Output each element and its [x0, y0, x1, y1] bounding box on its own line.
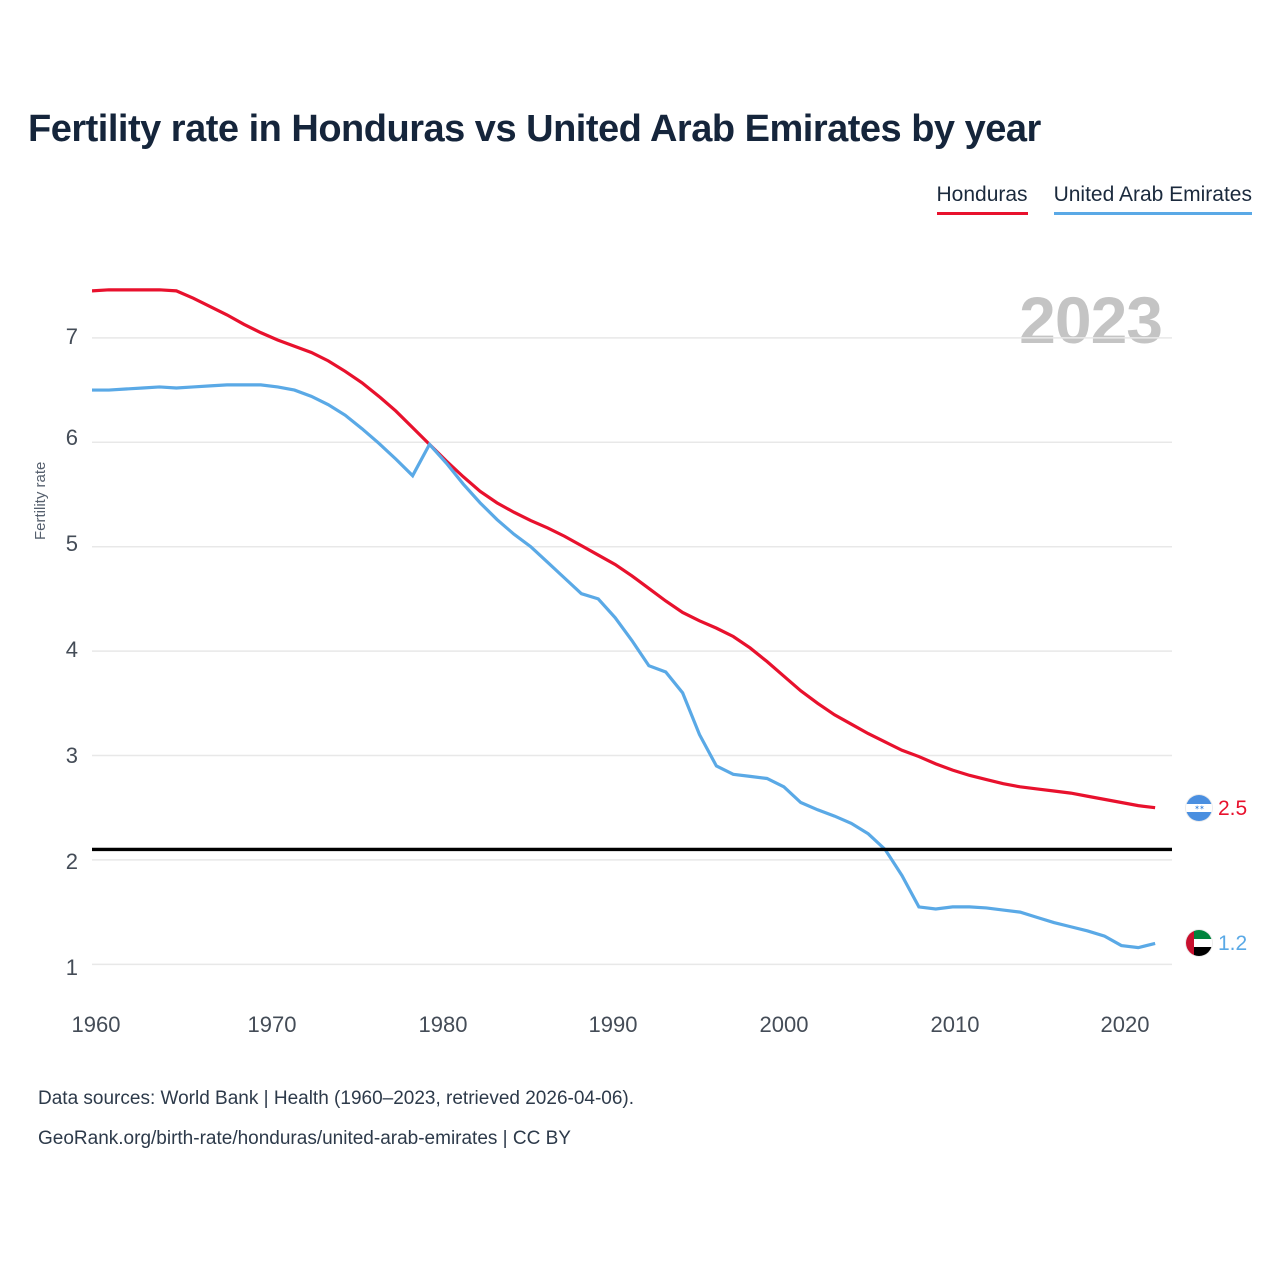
x-tick-1960: 1960: [71, 1012, 121, 1037]
y-axis-label: Fertility rate: [32, 461, 49, 540]
x-tick-2000: 2000: [759, 1012, 809, 1037]
x-tick-2020: 2020: [1100, 1012, 1150, 1037]
flag-uae-icon: [1186, 930, 1212, 956]
year-badge: 2023: [1019, 283, 1162, 357]
end-label-honduras: 2.5: [1218, 797, 1248, 820]
y-tick-3: 3: [65, 743, 78, 768]
x-tick-1980: 1980: [418, 1012, 468, 1037]
x-tick-1970: 1970: [247, 1012, 297, 1037]
y-tick-4: 4: [65, 637, 78, 662]
footer-attribution: GeoRank.org/birth-rate/honduras/united-arab-emirates | CC BY: [38, 1128, 571, 1149]
y-tick-2: 2: [65, 849, 78, 874]
series-line-honduras: [92, 290, 1155, 808]
y-tick-1: 1: [65, 955, 78, 980]
legend: [937, 183, 1253, 215]
legend-item-honduras[interactable]: Honduras: [937, 183, 1028, 215]
plot-area: [92, 270, 1172, 980]
y-tick-5: 5: [65, 531, 78, 556]
gridlines: [92, 338, 1172, 964]
page-title: Fertility rate in Honduras vs United Arab Emirates by year: [28, 108, 1041, 150]
y-tick-6: 6: [65, 425, 78, 450]
end-label-united-arab-emirates: 1.2: [1218, 932, 1248, 955]
x-tick-1990: 1990: [588, 1012, 638, 1037]
legend-item-united-arab-emirates[interactable]: United Arab Emirates: [1054, 183, 1252, 215]
footer-data-sources: Data sources: World Bank | Health (1960–2023, retrieved 2026-04-06).: [38, 1088, 635, 1109]
flag-honduras-icon: ✶✶: [1186, 795, 1212, 821]
y-tick-7: 7: [65, 324, 78, 349]
x-tick-2010: 2010: [930, 1012, 980, 1037]
series-line-united-arab-emirates: [92, 385, 1155, 948]
